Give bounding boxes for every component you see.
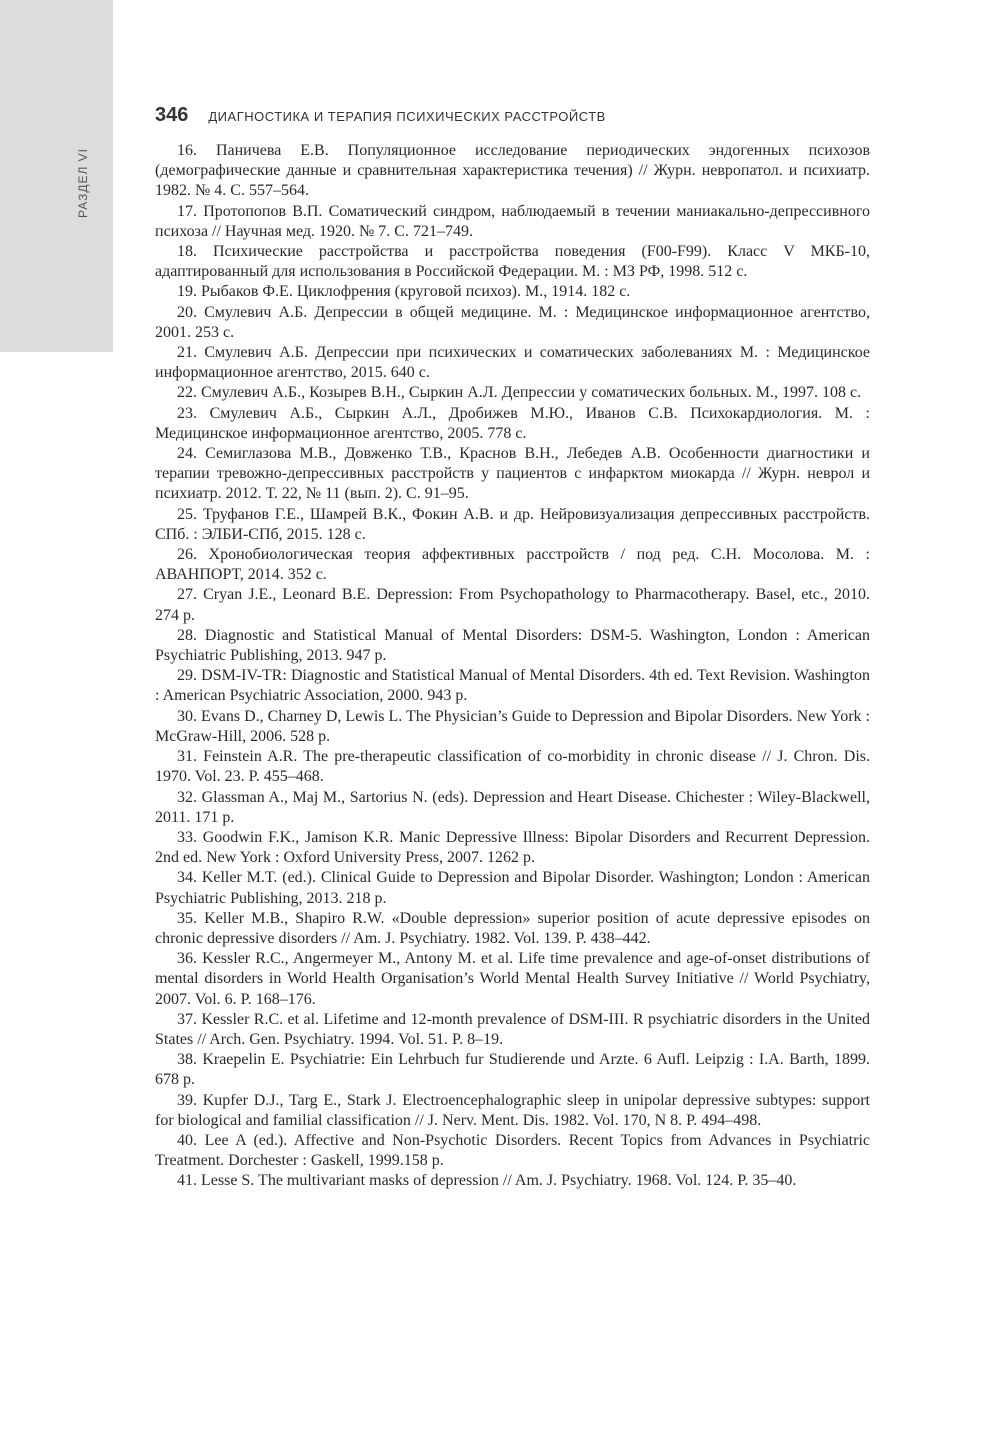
reference-item: 21. Смулевич А.Б. Депрессии при психических и соматических заболеваниях М. : Медицинское информационное агентство, 2015. 640 с.: [155, 344, 870, 382]
reference-item: 31. Feinstein A.R. The pre-therapeutic classification of co-morbidity in chronic disease // J. Chron. Dis. 1970. Vol. 23. P. 455–468.: [155, 748, 870, 786]
running-head: ДИАГНОСТИКА И ТЕРАПИЯ ПСИХИЧЕСКИХ РАССТРОЙСТВ: [208, 109, 606, 124]
reference-item: 22. Смулевич А.Б., Козырев В.Н., Сыркин А.Л. Депрессии у соматических больных. М., 1997. 108 с.: [177, 384, 862, 402]
reference-list: [155, 141, 870, 1192]
reference-item: 28. Diagnostic and Statistical Manual of Mental Disorders: DSM-5. Washington, London : American Psychiatric Publishing, 2013. 947 p.: [155, 626, 870, 665]
reference-item: 39. Kupfer D.J., Targ E., Stark J. Electroencephalographic sleep in unipolar depressive subtypes: support for biological and familial classification // J. Nerv. Ment. Dis. 1982. Vol. 170, N 8. P. 494–498.: [155, 1091, 870, 1129]
reference-item: 17. Протопопов В.П. Соматический синдром, наблюдаемый в течении маниакально-депрессивного психоза // Научная мед. 1920. № 7. С. 721–749.: [155, 202, 870, 240]
reference-item: 37. Kessler R.C. et al. Lifetime and 12-month prevalence of DSM-III. R psychiatric disorders in the United States // Arch. Gen. Psychiatry. 1994. Vol. 51. P. 8–19.: [155, 1010, 870, 1048]
reference-item: 38. Kraepelin E. Psychiatrie: Ein Lehrbuch fur Studierende und Arzte. 6 Aufl. Leipzig : I.A. Barth, 1899. 678 p.: [155, 1051, 870, 1089]
reference-item: 23. Смулевич А.Б., Сыркин А.Л., Дробижев М.Ю., Иванов С.В. Психокардиология. М. : Медицинское информационное агентство, 2005. 778 с.: [155, 404, 870, 442]
reference-item: 30. Evans D., Charney D, Lewis L. The Physician’s Guide to Depression and Bipolar Disorders. New York : McGraw-Hill, 2006. 528 p.: [155, 707, 870, 745]
section-side-tab: [0, 0, 113, 352]
reference-item: 36. Kessler R.C., Angermeyer M., Antony M. et al. Life time prevalence and age-of-onset distributions of mental disorders in World Health Organisation’s World Mental Health Survey Initiative // World Psychiatry, 2007. Vol. 6. P. 168–176.: [155, 950, 870, 1008]
reference-item: 19. Рыбаков Ф.Е. Циклофрения (круговой психоз). М., 1914. 182 с.: [177, 283, 631, 301]
reference-item: 32. Glassman A., Maj M., Sartorius N. (eds). Depression and Heart Disease. Chichester : Wiley-Blackwell, 2011. 171 p.: [155, 788, 870, 826]
reference-item: 35. Keller M.B., Shapiro R.W. «Double depression» superior position of acute depressive episodes on chronic depressive disorders // Am. J. Psychiatry. 1982. Vol. 139. P. 438–442.: [155, 909, 870, 947]
reference-item: 25. Труфанов Г.Е., Шамрей В.К., Фокин А.В. и др. Нейровизуализация депрессивных расстройств. СПб. : ЭЛБИ-СПб, 2015. 128 с.: [155, 505, 870, 543]
section-label: РАЗДЕЛ VI: [76, 148, 90, 218]
reference-item: 20. Смулевич А.Б. Депрессии в общей медицине. М. : Медицинское информационное агентство, 2001. 253 с.: [155, 303, 870, 341]
reference-item: 34. Keller M.T. (ed.). Clinical Guide to Depression and Bipolar Disorder. Washington; London : American Psychiatric Publishing, 2013. 218 p.: [155, 869, 870, 907]
reference-item: 41. Lesse S. The multivariant masks of depression // Am. J. Psychiatry. 1968. Vol. 124. P. 35–40.: [177, 1172, 797, 1190]
reference-item: 18. Психические расстройства и расстройства поведения (F00-F99). Класс V МКБ-10, адаптированный для использования в Российской Федерации. М. : МЗ РФ, 1998. 512 с.: [155, 243, 870, 281]
reference-item: 24. Семиглазова М.В., Довженко Т.В., Краснов В.Н., Лебедев А.В. Особенности диагностики и терапии тревожно-депрессивных расстройств у пациентов с инфарктом миокарда // Журн. неврол и психиатр. 2012. Т. 22, № 11 (вып. 2). С. 91–95.: [155, 445, 870, 503]
reference-item: 33. Goodwin F.K., Jamison K.R. Manic Depressive Illness: Bipolar Disorders and Recurrent Depression. 2nd ed. New York : Oxford University Press, 2007. 1262 p.: [155, 828, 870, 867]
reference-item: 27. Cryan J.E., Leonard B.E. Depression: From Psychopathology to Pharmacotherapy. Basel, etc., 2010. 274 p.: [155, 586, 870, 624]
page-number: 346: [155, 104, 189, 126]
reference-item: 40. Lee A (ed.). Affective and Non-Psychotic Disorders. Recent Topics from Advances in Psychiatric Treatment. Dorchester : Gaskell, 1999.158 p.: [155, 1131, 870, 1170]
reference-item: 16. Паничева Е.В. Популяционное исследование периодических эндогенных психозов (демографические данные и сравнительная характеристика течения) // Журн. невропатол. и психиатр. 1982. № 4. С. 557–564.: [155, 142, 870, 200]
reference-item: 29. DSM-IV-TR: Diagnostic and Statistical Manual of Mental Disorders. 4th ed. Text Revision. Washington : American Psychiatric Association, 2000. 943 p.: [155, 667, 870, 705]
page-header: [155, 104, 870, 127]
reference-item: 26. Хронобиологическая теория аффективных расстройств / под ред. С.Н. Мосолова. М. : АВАНПОРТ, 2014. 352 с.: [155, 546, 870, 584]
